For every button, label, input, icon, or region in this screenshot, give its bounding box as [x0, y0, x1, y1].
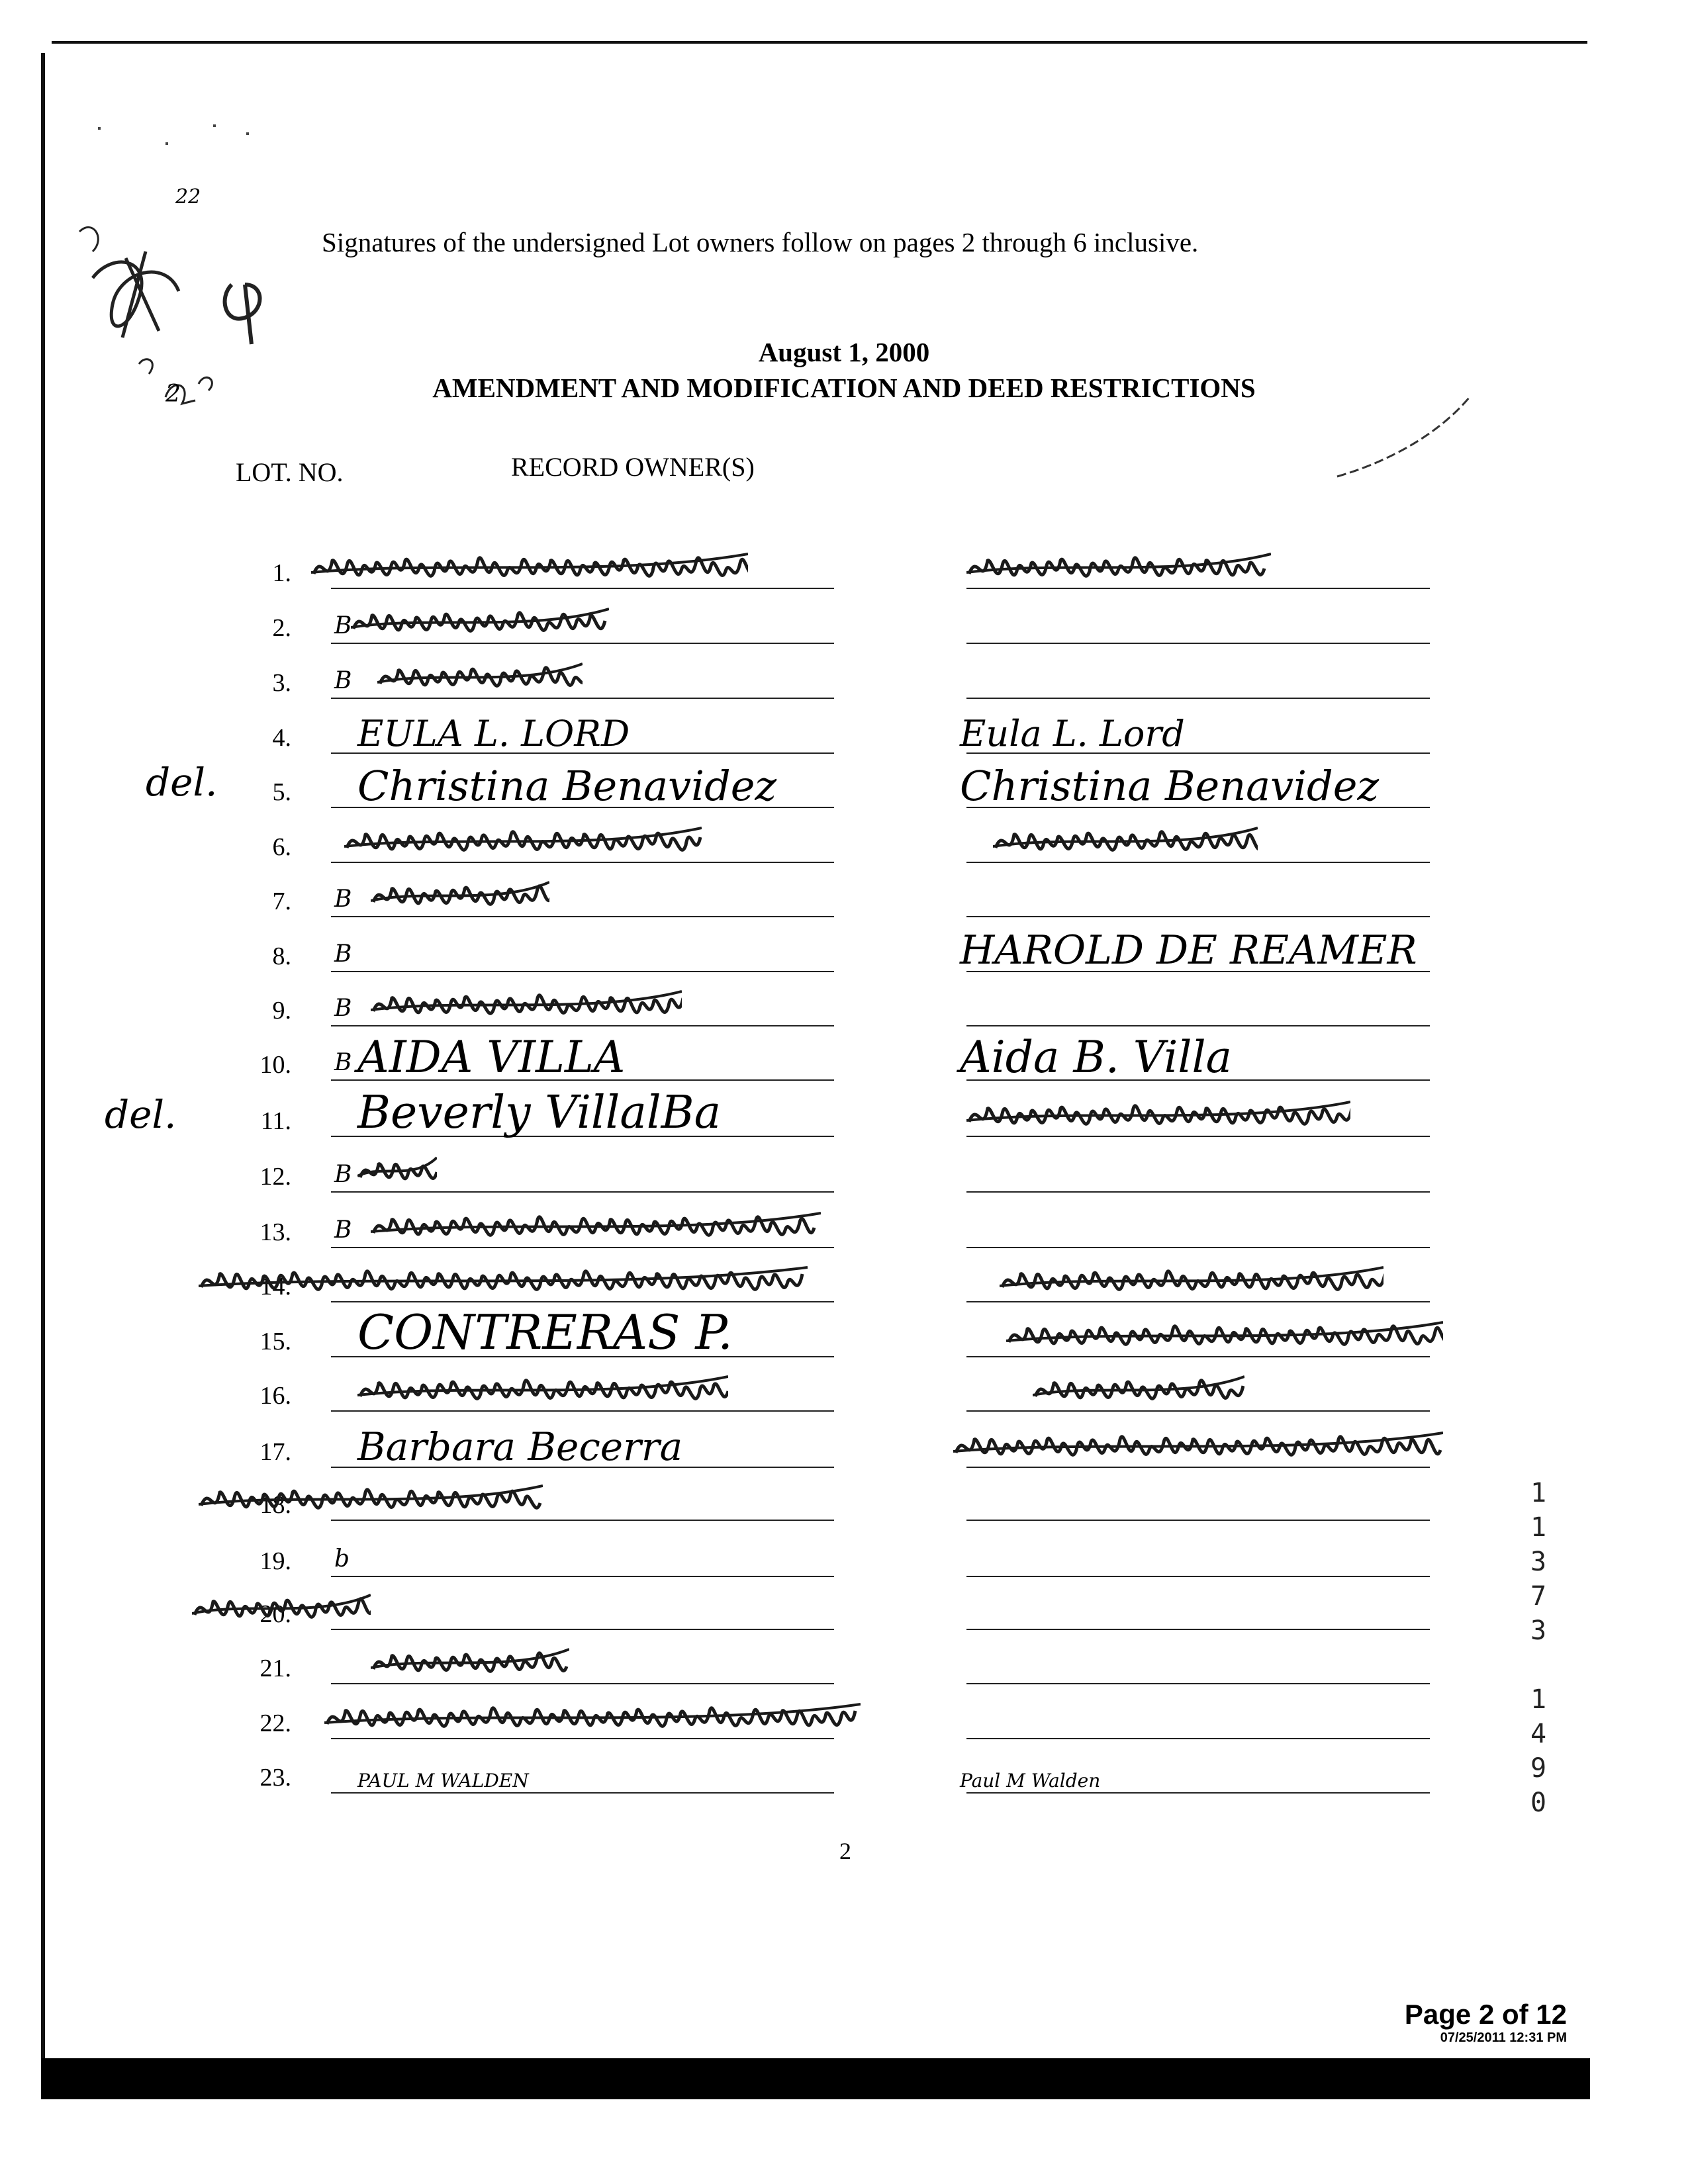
crossed-out-signature [1000, 1254, 1383, 1307]
lot-number: 3. [272, 669, 291, 697]
owner-1-signature: CONTRERAS P. [357, 1304, 733, 1360]
crossed-out-signature [1033, 1363, 1244, 1416]
intro-line: Signatures of the undersigned Lot owners follow on pages 2 through 6 inclusive. [322, 227, 1199, 257]
margin-note-del-1: del. [146, 760, 218, 805]
margin-note-corner-2: 2 [165, 381, 181, 408]
document-number-digit: 4 [1530, 1719, 1547, 1749]
owner-2-signature: Paul M Walden [960, 1770, 1101, 1792]
lot-number: 12. [259, 1163, 291, 1191]
document-date: August 1, 2000 [758, 337, 930, 367]
owner-1-signature: Christina Benavidez [357, 762, 777, 810]
document-title: AMENDMENT AND MODIFICATION AND DEED RESTRICTIONS [432, 373, 1256, 403]
crossed-out-signature [371, 869, 549, 922]
signature-line-owner-2 [966, 1247, 1430, 1248]
lot-prefix-mark: B [334, 667, 352, 694]
signature-line-owner-2 [966, 916, 1430, 917]
lot-number: 7. [272, 887, 291, 915]
lot-prefix-mark: B [334, 1049, 352, 1076]
crossed-out-signature [993, 815, 1258, 868]
lot-prefix-mark: B [334, 1216, 352, 1244]
signature-line-owner-1 [331, 971, 834, 972]
signature-line-owner-2 [966, 1738, 1430, 1739]
speck [246, 132, 249, 135]
crossed-out-signature [371, 978, 682, 1031]
lot-prefix-mark: B [334, 612, 352, 639]
speck [165, 142, 168, 145]
margin-note-corner-1: 22 [175, 185, 201, 208]
signature-line-owner-2 [966, 1520, 1430, 1521]
document-number-digit: 7 [1530, 1581, 1547, 1612]
crossed-out-signature [966, 1089, 1350, 1142]
document-number-digit: 9 [1530, 1753, 1547, 1784]
page-stamp: Page 2 of 12 [1404, 1999, 1567, 2030]
signature-line-owner-2 [966, 643, 1430, 644]
signature-line-owner-2 [966, 1683, 1430, 1684]
signature-line-owner-2 [966, 1576, 1430, 1577]
signature-line-owner-2 [966, 1191, 1430, 1193]
lot-number: 22. [259, 1709, 291, 1737]
crossed-out-signature [953, 1420, 1443, 1473]
lot-number: 13. [259, 1218, 291, 1246]
document-number-digit: 1 [1530, 1478, 1547, 1508]
lot-number: 15. [259, 1328, 291, 1355]
lot-number: 18. [259, 1491, 291, 1519]
crossed-out-signature [371, 1200, 821, 1253]
lot-number: 19. [259, 1547, 291, 1575]
lot-number: 14. [259, 1273, 291, 1300]
document-number-digit [1525, 1648, 1552, 1682]
signature-line-owner-2 [966, 1629, 1430, 1630]
lot-number: 9. [272, 997, 291, 1024]
lot-number: 8. [272, 942, 291, 970]
lot-prefix-mark: b [334, 1545, 350, 1572]
crossed-out-signature [344, 815, 702, 868]
lot-number: 20. [259, 1600, 291, 1628]
document-number [1525, 1476, 1552, 1820]
crossed-out-signature [357, 1363, 728, 1416]
signature-line-owner-1 [331, 1576, 834, 1577]
document-number-digit: 3 [1530, 1615, 1547, 1646]
owner-1-signature: PAUL M WALDEN [357, 1770, 529, 1792]
owner-2-signature: HAROLD DE REAMER [960, 927, 1417, 974]
crossed-out-signature [351, 596, 609, 649]
owner-2-signature: Christina Benavidez [960, 762, 1380, 810]
signature-line-owner-2 [966, 1025, 1430, 1026]
owner-1-signature: AIDA VILLA [357, 1032, 626, 1083]
document-number-digit: 1 [1530, 1684, 1547, 1715]
crossed-out-signature [1006, 1309, 1443, 1362]
lot-number: 23. [259, 1764, 291, 1792]
timestamp-stamp: 07/25/2011 12:31 PM [1440, 2030, 1567, 2045]
lot-prefix-mark: B [334, 940, 352, 968]
lot-prefix-mark: B [334, 995, 352, 1022]
speck [98, 127, 101, 130]
signature-line-owner-1 [331, 1792, 834, 1794]
signature-line-owner-2 [966, 1792, 1430, 1794]
crossed-out-signature [199, 1254, 808, 1307]
lot-number: 4. [272, 724, 291, 752]
crossed-out-signature [377, 651, 583, 704]
crossed-out-signature [199, 1473, 543, 1525]
margin-note-del-2: del. [105, 1092, 177, 1137]
lot-number: 10. [259, 1051, 291, 1079]
owner-1-signature: Beverly VillalBa [357, 1087, 722, 1139]
lot-number: 1. [272, 559, 291, 587]
owner-1-signature: EULA L. LORD [357, 713, 630, 754]
record-owners-header: RECORD OWNER(S) [511, 452, 755, 482]
signature-line-owner-2 [966, 698, 1430, 699]
page-number: 2 [839, 1838, 851, 1864]
lot-number: 16. [259, 1382, 291, 1410]
crossed-out-signature [311, 541, 748, 594]
document-number-digit: 3 [1530, 1547, 1547, 1577]
lot-prefix-mark: B [334, 886, 352, 913]
lot-number: 5. [272, 778, 291, 806]
lot-number: 2. [272, 614, 291, 642]
crossed-out-signature [966, 541, 1271, 594]
owner-1-signature: Barbara Becerra [357, 1424, 683, 1469]
owner-2-signature: Aida B. Villa [960, 1032, 1232, 1083]
lot-number: 17. [259, 1438, 291, 1466]
page-bottom-bar [41, 2058, 1590, 2099]
lot-number: 6. [272, 833, 291, 861]
crossed-out-signature [192, 1582, 371, 1635]
pen-stroke [1331, 390, 1476, 483]
lot-no-header: LOT. NO. [236, 457, 344, 487]
signature-line-owner-1 [331, 1629, 834, 1630]
document-number-digit: 1 [1530, 1512, 1547, 1543]
crossed-out-signature [324, 1691, 861, 1744]
lot-prefix-mark: B [334, 1161, 352, 1188]
crossed-out-signature [357, 1144, 437, 1197]
lot-number: 21. [259, 1655, 291, 1682]
document-number-digit: 0 [1530, 1788, 1547, 1818]
crossed-out-signature [371, 1636, 569, 1689]
owner-2-signature: Eula L. Lord [960, 713, 1185, 754]
page-top-border [52, 41, 1587, 44]
speck [213, 124, 216, 127]
lot-number: 11. [260, 1107, 291, 1135]
